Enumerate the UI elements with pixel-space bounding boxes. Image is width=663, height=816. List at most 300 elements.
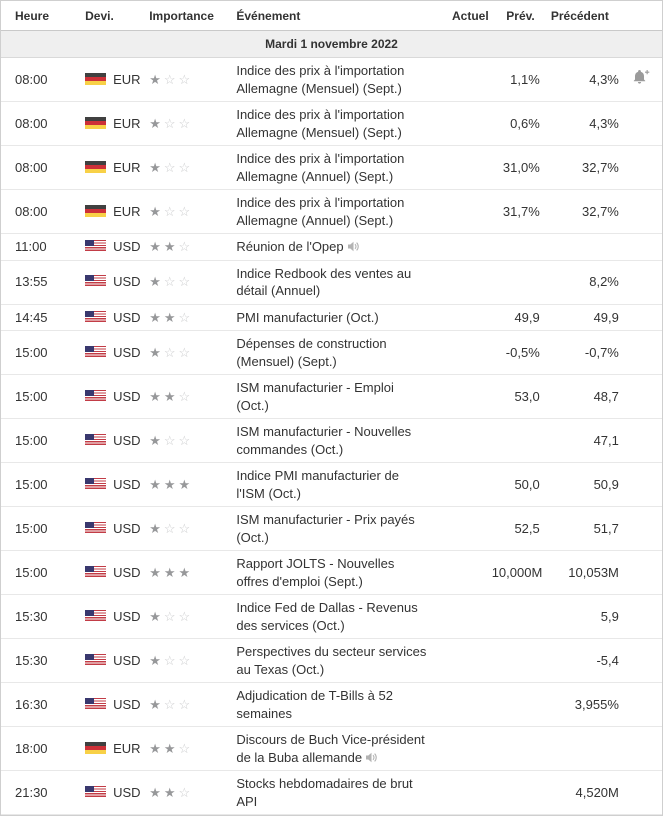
- event-link[interactable]: Rapport JOLTS - Nouvelles offres d'emploi (Sept.): [236, 556, 395, 589]
- actual-value: [432, 683, 492, 727]
- currency-code: USD: [113, 476, 141, 492]
- importance-stars: [149, 653, 193, 668]
- event-cell: [236, 551, 431, 595]
- germany-flag-icon: [85, 161, 106, 173]
- event-cell: [236, 463, 431, 507]
- star-filled-icon: ★: [149, 520, 161, 536]
- alert-cell: [621, 146, 662, 190]
- importance-cell: [149, 260, 236, 304]
- forecast-value: 31,0%: [492, 146, 542, 190]
- currency-code: USD: [113, 696, 141, 712]
- bell-plus-icon: [633, 70, 650, 84]
- currency-cell: [85, 102, 149, 146]
- actual-value: [432, 102, 492, 146]
- currency-cell: [85, 551, 149, 595]
- star-empty-icon: ☆: [178, 239, 191, 254]
- star-empty-icon: ☆: [178, 344, 191, 360]
- currency-cell: [85, 375, 149, 419]
- event-link[interactable]: Indice PMI manufacturier de l'ISM (Oct.): [236, 468, 399, 501]
- currency-code: USD: [113, 784, 141, 800]
- actual-value: [432, 304, 492, 331]
- column-header-actuel: Actuel: [432, 1, 492, 31]
- star-filled-icon: ★: [149, 115, 161, 131]
- star-empty-icon: ☆: [163, 432, 176, 448]
- germany-flag-icon: [85, 73, 106, 85]
- actual-value: [432, 234, 492, 261]
- currency-code: USD: [113, 564, 141, 580]
- importance-stars: [149, 204, 193, 219]
- currency-cell: [85, 419, 149, 463]
- column-header-precedent: Précédent: [542, 1, 621, 31]
- importance-cell: [149, 551, 236, 595]
- event-row: [1, 683, 662, 727]
- previous-value: -0,7%: [542, 331, 621, 375]
- event-time: 08:00: [1, 190, 85, 234]
- star-filled-icon: ★: [149, 274, 161, 290]
- star-filled-icon: ★: [178, 564, 191, 580]
- importance-cell: [149, 463, 236, 507]
- importance-cell: [149, 727, 236, 771]
- forecast-value: 1,1%: [492, 58, 542, 102]
- event-link[interactable]: Indice Redbook des ventes au détail (Annuel): [236, 265, 412, 298]
- currency-cell: [85, 771, 149, 815]
- actual-value: [432, 58, 492, 102]
- importance-stars: [149, 609, 193, 624]
- star-empty-icon: ☆: [178, 784, 191, 800]
- previous-value: 32,7%: [542, 146, 621, 190]
- event-link[interactable]: Dépenses de construction (Mensuel) (Sept.): [236, 336, 387, 369]
- star-empty-icon: ☆: [178, 696, 191, 712]
- importance-stars: [149, 433, 193, 448]
- currency-code: EUR: [113, 740, 141, 756]
- currency-code: USD: [113, 608, 141, 624]
- currency-cell: [85, 507, 149, 551]
- date-separator-row: [1, 31, 662, 58]
- event-row: [1, 234, 662, 261]
- star-filled-icon: ★: [149, 564, 161, 580]
- event-cell: [236, 304, 431, 331]
- event-time: 15:30: [1, 639, 85, 683]
- forecast-value: [492, 260, 542, 304]
- actual-value: [432, 260, 492, 304]
- star-filled-icon: ★: [149, 71, 161, 87]
- currency-code: USD: [113, 652, 141, 668]
- star-filled-icon: ★: [149, 388, 161, 404]
- importance-cell: [149, 507, 236, 551]
- currency-code: EUR: [113, 159, 141, 175]
- event-row: [1, 463, 662, 507]
- actual-value: [432, 419, 492, 463]
- forecast-value: [492, 595, 542, 639]
- event-row: [1, 771, 662, 815]
- importance-stars: [149, 389, 193, 404]
- event-time: 08:00: [1, 58, 85, 102]
- event-link[interactable]: ISM manufacturier - Prix payés (Oct.): [236, 512, 415, 545]
- forecast-value: [492, 234, 542, 261]
- star-empty-icon: ☆: [163, 159, 176, 175]
- event-row: [1, 639, 662, 683]
- event-cell: [236, 771, 431, 815]
- importance-stars: [149, 477, 193, 492]
- forecast-value: [492, 419, 542, 463]
- event-time: 15:30: [1, 595, 85, 639]
- star-empty-icon: ☆: [178, 159, 191, 175]
- event-time: 15:00: [1, 463, 85, 507]
- usa-flag-icon: [85, 346, 106, 358]
- event-link[interactable]: PMI manufacturier (Oct.): [236, 309, 379, 325]
- currency-code: USD: [113, 520, 141, 536]
- event-link[interactable]: Indice des prix à l'importation Allemagne (Mensuel) (Sept.): [236, 63, 405, 96]
- star-filled-icon: ★: [149, 608, 161, 624]
- previous-value: 32,7%: [542, 190, 621, 234]
- event-time: 16:30: [1, 683, 85, 727]
- previous-value: 48,7: [542, 375, 621, 419]
- forecast-value: -0,5%: [492, 331, 542, 375]
- star-empty-icon: ☆: [163, 520, 176, 536]
- star-filled-icon: ★: [149, 239, 161, 254]
- importance-cell: [149, 146, 236, 190]
- germany-flag-icon: [85, 742, 106, 754]
- star-filled-icon: ★: [149, 309, 161, 325]
- germany-flag-icon: [85, 117, 106, 129]
- star-empty-icon: ☆: [163, 203, 176, 219]
- event-link[interactable]: Stocks hebdomadaires de brut API: [236, 776, 413, 809]
- usa-flag-icon: [85, 311, 106, 323]
- column-header-heure: Heure: [1, 1, 85, 31]
- alert-cell: [621, 595, 662, 639]
- currency-cell: [85, 331, 149, 375]
- event-row: [1, 102, 662, 146]
- event-cell: [236, 595, 431, 639]
- importance-cell: [149, 639, 236, 683]
- table-header-row: [1, 1, 662, 31]
- event-cell: [236, 683, 431, 727]
- currency-code: USD: [113, 388, 141, 404]
- event-time: 15:00: [1, 419, 85, 463]
- event-row: [1, 190, 662, 234]
- importance-cell: [149, 595, 236, 639]
- event-link[interactable]: ISM manufacturier - Nouvelles commandes (Oct.): [236, 424, 412, 457]
- event-cell: [236, 331, 431, 375]
- importance-stars: [149, 565, 193, 580]
- event-cell: [236, 102, 431, 146]
- event-row: [1, 146, 662, 190]
- importance-cell: [149, 234, 236, 261]
- usa-flag-icon: [85, 390, 106, 402]
- importance-stars: [149, 160, 193, 175]
- star-filled-icon: ★: [149, 740, 161, 756]
- alert-cell: [621, 234, 662, 261]
- star-filled-icon: ★: [149, 476, 161, 492]
- event-time: 18:00: [1, 727, 85, 771]
- star-empty-icon: ☆: [178, 203, 191, 219]
- star-empty-icon: ☆: [163, 71, 176, 87]
- event-row: [1, 304, 662, 331]
- event-link[interactable]: Perspectives du secteur services au Texas (Oct.): [236, 644, 427, 677]
- star-empty-icon: ☆: [163, 696, 176, 712]
- alert-cell: [621, 727, 662, 771]
- usa-flag-icon: [85, 698, 106, 710]
- star-filled-icon: ★: [149, 344, 161, 360]
- event-cell: [236, 375, 431, 419]
- star-empty-icon: ☆: [178, 309, 191, 325]
- importance-stars: [149, 521, 193, 536]
- importance-stars: [149, 697, 193, 712]
- event-link[interactable]: Adjudication de T-Bills à 52 semaines: [236, 688, 393, 721]
- alert-cell: [621, 463, 662, 507]
- currency-code: USD: [113, 239, 141, 254]
- importance-cell: [149, 771, 236, 815]
- actual-value: [432, 639, 492, 683]
- star-empty-icon: ☆: [178, 608, 191, 624]
- alert-cell: [621, 190, 662, 234]
- speaker-icon: [366, 752, 378, 763]
- star-filled-icon: ★: [149, 652, 161, 668]
- event-link[interactable]: ISM manufacturier - Emploi (Oct.): [236, 380, 394, 413]
- forecast-value: 0,6%: [492, 102, 542, 146]
- importance-cell: [149, 102, 236, 146]
- previous-value: 3,955%: [542, 683, 621, 727]
- star-empty-icon: ☆: [178, 115, 191, 131]
- currency-code: USD: [113, 309, 141, 325]
- star-filled-icon: ★: [163, 740, 176, 756]
- star-empty-icon: ☆: [178, 432, 191, 448]
- event-time: 08:00: [1, 146, 85, 190]
- event-link[interactable]: Indice des prix à l'importation Allemagne (Annuel) (Sept.): [236, 195, 405, 228]
- previous-value: 4,520M: [542, 771, 621, 815]
- event-time: 15:00: [1, 375, 85, 419]
- star-filled-icon: ★: [149, 432, 161, 448]
- star-filled-icon: ★: [149, 696, 161, 712]
- previous-value: 4,3%: [542, 58, 621, 102]
- event-link[interactable]: Indice des prix à l'importation Allemagne (Mensuel) (Sept.): [236, 107, 405, 140]
- alert-cell: [621, 102, 662, 146]
- actual-value: [432, 146, 492, 190]
- alert-cell: [621, 260, 662, 304]
- actual-value: [432, 595, 492, 639]
- alert-cell: [621, 771, 662, 815]
- event-row: [1, 595, 662, 639]
- star-filled-icon: ★: [163, 239, 176, 254]
- usa-flag-icon: [85, 786, 106, 798]
- forecast-value: 52,5: [492, 507, 542, 551]
- event-time: 15:00: [1, 551, 85, 595]
- column-header-evenement: Événement: [236, 1, 431, 31]
- alert-cell: [621, 331, 662, 375]
- usa-flag-icon: [85, 654, 106, 666]
- alert-cell: [621, 58, 662, 102]
- alert-cell: [621, 507, 662, 551]
- event-row: [1, 551, 662, 595]
- event-rows: [1, 58, 662, 815]
- previous-value: [542, 234, 621, 261]
- event-row: [1, 419, 662, 463]
- star-filled-icon: ★: [163, 784, 176, 800]
- event-link[interactable]: Indice des prix à l'importation Allemagne (Annuel) (Sept.): [236, 151, 405, 184]
- importance-stars: [149, 741, 193, 756]
- previous-value: 51,7: [542, 507, 621, 551]
- column-header-devi: Devi.: [85, 1, 149, 31]
- star-empty-icon: ☆: [178, 652, 191, 668]
- forecast-value: [492, 727, 542, 771]
- star-filled-icon: ★: [163, 309, 176, 325]
- currency-code: USD: [113, 432, 141, 448]
- currency-cell: [85, 595, 149, 639]
- event-time: 13:55: [1, 260, 85, 304]
- star-empty-icon: ☆: [178, 388, 191, 404]
- event-row: [1, 260, 662, 304]
- event-row: [1, 727, 662, 771]
- event-cell: [236, 507, 431, 551]
- actual-value: [432, 771, 492, 815]
- alert-cell: [621, 683, 662, 727]
- previous-value: 4,3%: [542, 102, 621, 146]
- star-filled-icon: ★: [163, 476, 176, 492]
- add-alert-button[interactable]: [633, 70, 650, 84]
- currency-cell: [85, 639, 149, 683]
- currency-code: USD: [113, 274, 141, 290]
- event-cell: [236, 234, 431, 261]
- usa-flag-icon: [85, 275, 106, 287]
- actual-value: [432, 331, 492, 375]
- previous-value: 5,9: [542, 595, 621, 639]
- usa-flag-icon: [85, 434, 106, 446]
- alert-cell: [621, 375, 662, 419]
- importance-stars: [149, 72, 193, 87]
- event-time: 08:00: [1, 102, 85, 146]
- event-cell: [236, 190, 431, 234]
- event-time: 21:30: [1, 771, 85, 815]
- actual-value: [432, 551, 492, 595]
- star-empty-icon: ☆: [178, 71, 191, 87]
- event-link[interactable]: Discours de Buch Vice-président de la Buba allemande: [236, 732, 425, 765]
- importance-cell: [149, 190, 236, 234]
- event-cell: [236, 639, 431, 683]
- currency-code: USD: [113, 344, 141, 360]
- forecast-value: 53,0: [492, 375, 542, 419]
- alert-cell: [621, 419, 662, 463]
- importance-cell: [149, 304, 236, 331]
- previous-value: 50,9: [542, 463, 621, 507]
- previous-value: -5,4: [542, 639, 621, 683]
- event-cell: [236, 260, 431, 304]
- usa-flag-icon: [85, 522, 106, 534]
- germany-flag-icon: [85, 205, 106, 217]
- previous-value: 49,9: [542, 304, 621, 331]
- importance-stars: [149, 345, 193, 360]
- alert-cell: [621, 551, 662, 595]
- importance-cell: [149, 683, 236, 727]
- importance-cell: [149, 375, 236, 419]
- currency-cell: [85, 190, 149, 234]
- currency-code: EUR: [113, 115, 141, 131]
- actual-value: [432, 727, 492, 771]
- importance-cell: [149, 419, 236, 463]
- star-empty-icon: ☆: [178, 274, 191, 290]
- star-empty-icon: ☆: [163, 115, 176, 131]
- currency-cell: [85, 683, 149, 727]
- previous-value: 47,1: [542, 419, 621, 463]
- currency-cell: [85, 727, 149, 771]
- forecast-value: 31,7%: [492, 190, 542, 234]
- previous-value: 10,053M: [542, 551, 621, 595]
- importance-stars: [149, 310, 193, 325]
- event-time: 14:45: [1, 304, 85, 331]
- event-cell: [236, 146, 431, 190]
- forecast-value: [492, 683, 542, 727]
- star-filled-icon: ★: [178, 476, 191, 492]
- importance-cell: [149, 331, 236, 375]
- star-empty-icon: ☆: [178, 740, 191, 756]
- column-header-prev: Prév.: [492, 1, 542, 31]
- event-time: 11:00: [1, 234, 85, 261]
- event-row: [1, 375, 662, 419]
- event-cell: [236, 727, 431, 771]
- economic-calendar-table: [1, 1, 662, 815]
- usa-flag-icon: [85, 610, 106, 622]
- event-row: [1, 507, 662, 551]
- importance-stars: [149, 116, 193, 131]
- star-filled-icon: ★: [149, 159, 161, 175]
- forecast-value: 10,000M: [492, 551, 542, 595]
- star-empty-icon: ☆: [178, 520, 191, 536]
- event-time: 15:00: [1, 331, 85, 375]
- usa-flag-icon: [85, 566, 106, 578]
- star-empty-icon: ☆: [163, 344, 176, 360]
- actual-value: [432, 507, 492, 551]
- currency-cell: [85, 146, 149, 190]
- star-filled-icon: ★: [163, 564, 176, 580]
- event-link[interactable]: Réunion de l'Opep: [236, 239, 359, 254]
- speaker-icon: [348, 241, 360, 252]
- star-filled-icon: ★: [149, 203, 161, 219]
- currency-cell: [85, 304, 149, 331]
- actual-value: [432, 463, 492, 507]
- star-empty-icon: ☆: [163, 652, 176, 668]
- importance-stars: [149, 785, 193, 800]
- column-header-importance: Importance: [149, 1, 236, 31]
- alert-cell: [621, 639, 662, 683]
- usa-flag-icon: [85, 240, 106, 252]
- event-row: [1, 58, 662, 102]
- event-link[interactable]: Indice Fed de Dallas - Revenus des services (Oct.): [236, 600, 418, 633]
- forecast-value: [492, 771, 542, 815]
- star-empty-icon: ☆: [163, 608, 176, 624]
- forecast-value: 49,9: [492, 304, 542, 331]
- date-label: Mardi 1 novembre 2022: [1, 31, 662, 58]
- star-empty-icon: ☆: [163, 274, 176, 290]
- star-filled-icon: ★: [149, 784, 161, 800]
- star-filled-icon: ★: [163, 388, 176, 404]
- importance-stars: [149, 239, 193, 254]
- alert-cell: [621, 304, 662, 331]
- importance-stars: [149, 274, 193, 289]
- actual-value: [432, 190, 492, 234]
- currency-cell: [85, 58, 149, 102]
- actual-value: [432, 375, 492, 419]
- event-row: [1, 331, 662, 375]
- forecast-value: [492, 639, 542, 683]
- currency-code: EUR: [113, 71, 141, 87]
- event-time: 15:00: [1, 507, 85, 551]
- event-cell: [236, 58, 431, 102]
- importance-cell: [149, 58, 236, 102]
- forecast-value: 50,0: [492, 463, 542, 507]
- column-header-icons: [621, 1, 662, 31]
- usa-flag-icon: [85, 478, 106, 490]
- currency-cell: [85, 234, 149, 261]
- previous-value: 8,2%: [542, 260, 621, 304]
